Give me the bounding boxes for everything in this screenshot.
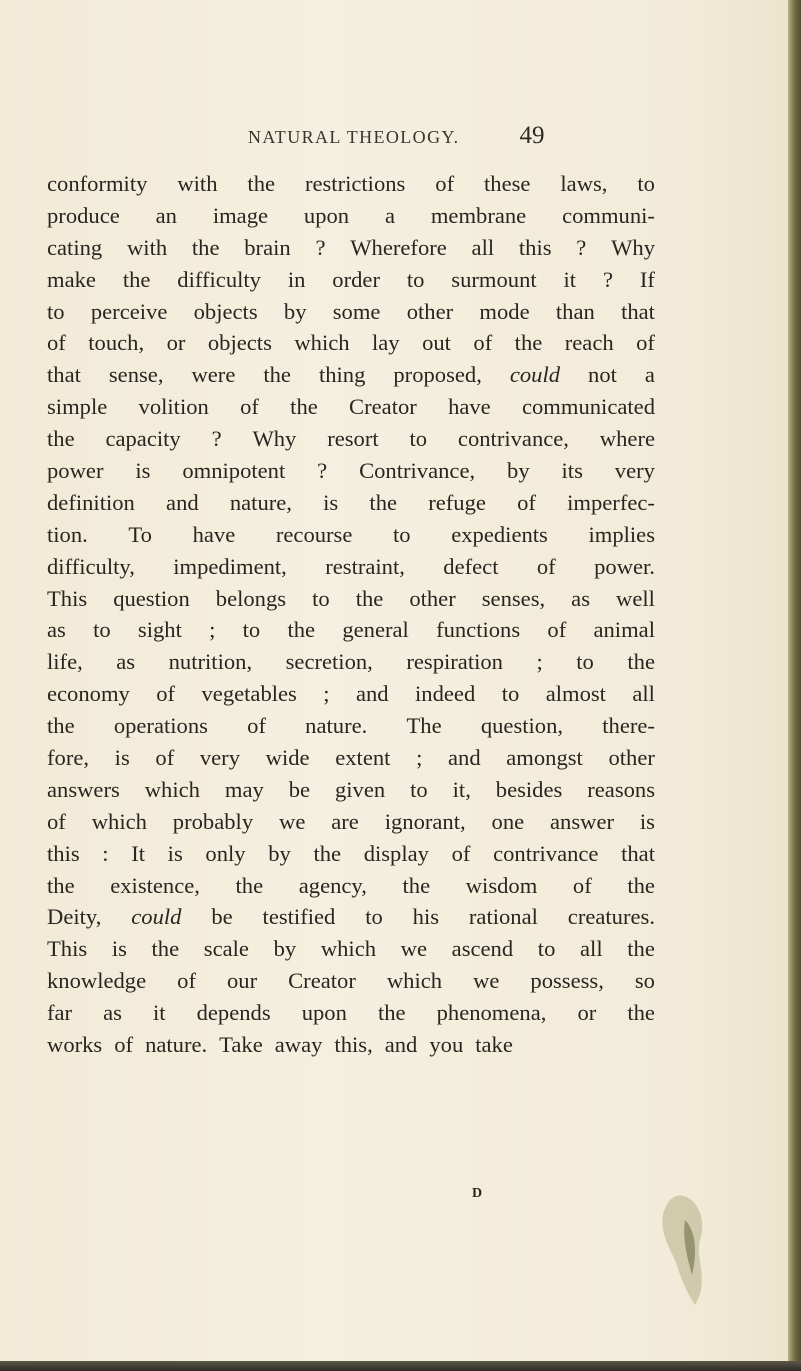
word: of <box>47 808 66 834</box>
text-line <box>47 901 655 933</box>
word: communicated <box>521 394 655 420</box>
word: is <box>323 489 339 515</box>
word: very <box>614 458 655 484</box>
word: is <box>135 458 151 484</box>
word: extent <box>335 745 391 771</box>
word: wisdom <box>465 872 538 898</box>
word: as <box>47 617 66 643</box>
word: it, <box>452 776 471 802</box>
word: given <box>334 776 386 802</box>
word: and <box>384 1032 418 1058</box>
word: ascend <box>451 936 514 962</box>
word: as <box>571 585 590 611</box>
word: recourse <box>275 521 353 547</box>
text-line <box>47 232 655 264</box>
page-number: 49 <box>519 122 545 149</box>
text-line <box>47 997 655 1029</box>
word: tion. <box>47 521 88 547</box>
word: perceive <box>90 298 168 324</box>
word: it <box>153 1000 166 1026</box>
word: by <box>268 840 291 866</box>
word: existence, <box>110 872 200 898</box>
word: power <box>47 458 104 484</box>
word: by <box>283 298 307 324</box>
text-line <box>47 264 655 296</box>
word: it <box>563 266 577 292</box>
word: may <box>224 776 264 802</box>
word: sight <box>137 617 182 643</box>
word: away <box>274 1032 323 1058</box>
word: this <box>518 234 552 260</box>
word: could <box>509 362 561 388</box>
word: answer <box>550 808 615 834</box>
word: fore, <box>47 745 90 771</box>
word: the <box>235 872 264 898</box>
word: Wherefore <box>350 234 447 260</box>
word: and <box>166 489 199 515</box>
word: secretion, <box>285 649 373 675</box>
word: produce <box>47 202 120 228</box>
word: Take <box>219 1032 263 1058</box>
word: a <box>384 202 395 228</box>
word: volition <box>138 394 209 420</box>
text-line <box>47 551 655 583</box>
word: have <box>192 521 236 547</box>
word: amongst <box>506 745 583 771</box>
word: functions <box>436 617 521 643</box>
word: which <box>144 776 200 802</box>
running-head <box>248 122 648 158</box>
word: definition <box>47 489 135 515</box>
text-line <box>47 168 655 200</box>
word: than <box>555 298 595 324</box>
word: animal <box>593 617 655 643</box>
word: simple <box>47 394 108 420</box>
word: ; <box>416 745 423 771</box>
word: wide <box>265 745 310 771</box>
word: the <box>627 649 655 675</box>
word: nature, <box>229 489 292 515</box>
word: we <box>473 968 500 994</box>
word: This <box>47 936 88 962</box>
running-head-title: NATURAL THEOLOGY. <box>248 127 460 147</box>
word: to <box>410 776 428 802</box>
word: take <box>475 1032 513 1058</box>
text-line <box>47 614 655 646</box>
word: an <box>155 202 177 228</box>
word: ; <box>323 681 330 707</box>
word: respiration <box>406 649 503 675</box>
word: which <box>386 968 443 994</box>
word: To <box>128 521 152 547</box>
word: the <box>514 330 543 356</box>
word: life, <box>47 649 83 675</box>
word: probably <box>172 808 254 834</box>
word: nature. <box>145 1032 208 1058</box>
word: agency, <box>298 872 367 898</box>
word: all <box>632 681 655 707</box>
word: as <box>116 649 136 675</box>
word: we <box>400 936 428 962</box>
word: depends <box>196 1000 271 1026</box>
word: the <box>402 872 431 898</box>
word: the <box>369 489 398 515</box>
word: out <box>422 330 451 356</box>
word: of <box>155 745 175 771</box>
word: vegetables <box>201 681 297 707</box>
word: objects <box>193 298 258 324</box>
word: all <box>580 936 603 962</box>
word: laws, <box>560 171 608 196</box>
word: other <box>406 298 454 324</box>
word: ? <box>317 458 328 484</box>
text-line <box>47 933 655 965</box>
word: reasons <box>587 776 655 802</box>
word: is <box>111 936 127 962</box>
word: to <box>576 649 594 675</box>
word: the <box>47 713 75 739</box>
word: that <box>621 840 655 866</box>
word: touch, <box>88 330 145 356</box>
word: to <box>365 904 383 930</box>
word: Why <box>611 234 655 260</box>
word: which <box>294 330 350 356</box>
word: ignorant, <box>384 808 466 834</box>
word: make <box>47 266 96 292</box>
word: our <box>226 968 258 994</box>
word: the <box>287 617 316 643</box>
word: scale <box>203 936 249 962</box>
word: brain <box>244 234 291 260</box>
text-line <box>47 678 655 710</box>
word: This <box>47 585 88 611</box>
text-line <box>47 423 655 455</box>
word: thing <box>318 362 366 388</box>
word: nature. <box>305 713 368 739</box>
body-text <box>47 168 655 1061</box>
word: the <box>290 394 318 420</box>
word: of <box>156 681 176 707</box>
word: well <box>616 585 655 611</box>
word: phenomena, <box>436 1000 547 1026</box>
word: were <box>191 362 236 388</box>
word: : <box>102 840 109 866</box>
word: communi- <box>562 202 655 228</box>
word: impediment, <box>173 553 287 579</box>
word: difficulty, <box>47 553 135 579</box>
word: testified <box>262 904 336 930</box>
word: the <box>47 426 75 452</box>
word: be <box>288 776 311 802</box>
word: its <box>561 458 583 484</box>
word: have <box>448 394 491 420</box>
word: contrivance, <box>457 426 569 452</box>
word: the <box>47 872 75 898</box>
word: by <box>507 458 530 484</box>
word: which <box>320 936 377 962</box>
word: to <box>393 521 411 547</box>
word: surmount <box>451 266 537 292</box>
word: of <box>114 1032 134 1058</box>
word: order <box>332 266 380 292</box>
word: to <box>242 617 261 643</box>
word: or <box>166 330 186 356</box>
text-line <box>47 646 655 678</box>
word: proposed, <box>393 362 482 388</box>
word: of <box>177 968 196 994</box>
text-line <box>47 487 655 519</box>
word: difficulty <box>177 266 261 292</box>
word: of <box>636 330 655 356</box>
word: question <box>113 585 190 611</box>
word: upon <box>301 1000 347 1026</box>
word: the <box>151 936 180 962</box>
text-line <box>47 1029 655 1061</box>
page-binding-edge <box>788 0 801 1371</box>
word: conformity <box>47 171 148 196</box>
word: general <box>342 617 409 643</box>
word: be <box>211 904 233 930</box>
word: by <box>273 936 297 962</box>
word: to <box>312 585 330 611</box>
word: question, <box>480 713 564 739</box>
word: of <box>536 553 556 579</box>
word: ? <box>576 234 587 260</box>
text-line <box>47 200 655 232</box>
word: image <box>212 202 269 228</box>
word: to <box>406 266 425 292</box>
word: the <box>263 362 291 388</box>
word: these <box>484 171 531 196</box>
word: of <box>47 330 66 356</box>
word: of <box>547 617 567 643</box>
word: ? <box>602 266 613 292</box>
word: other <box>608 745 655 771</box>
word: senses, <box>481 585 546 611</box>
page-bottom-edge <box>0 1361 801 1371</box>
word: the <box>122 266 151 292</box>
word: or <box>577 1000 597 1026</box>
word: is <box>639 808 655 834</box>
word: implies <box>588 521 655 547</box>
text-line <box>47 870 655 902</box>
word: all <box>471 234 495 260</box>
word: very <box>199 745 241 771</box>
word: cating <box>47 234 103 260</box>
word: belongs <box>215 585 287 611</box>
text-line <box>47 838 655 870</box>
text-line <box>47 742 655 774</box>
word: display <box>363 840 429 866</box>
word: ; <box>536 649 543 675</box>
word: which <box>91 808 147 834</box>
word: imperfec- <box>567 489 655 515</box>
word: are <box>331 808 359 834</box>
word: economy <box>47 681 130 707</box>
word: to <box>501 681 520 707</box>
text-line <box>47 296 655 328</box>
text-line <box>47 359 655 391</box>
word: of <box>435 171 455 196</box>
word: where <box>599 426 655 452</box>
word: besides <box>495 776 563 802</box>
word: could <box>131 904 182 930</box>
word: The <box>406 713 442 739</box>
text-line <box>47 806 655 838</box>
word: of <box>240 394 259 420</box>
word: It <box>131 840 146 866</box>
word: to <box>637 171 655 196</box>
word: nutrition, <box>168 649 253 675</box>
word: of <box>451 840 471 866</box>
word: to <box>47 298 65 324</box>
word: works <box>47 1032 103 1058</box>
word: other <box>409 585 456 611</box>
word: possess, <box>530 968 604 994</box>
text-line <box>47 391 655 423</box>
word: upon <box>303 202 350 228</box>
word: rational <box>468 904 538 930</box>
word: almost <box>545 681 606 707</box>
word: expedients <box>451 521 548 547</box>
word: far <box>47 1000 73 1026</box>
text-line <box>47 455 655 487</box>
page-stain-mark <box>640 1180 720 1310</box>
word: answers <box>47 776 120 802</box>
word: defect <box>443 553 499 579</box>
word: of <box>572 872 592 898</box>
word: power. <box>594 553 655 579</box>
word: the <box>627 1000 655 1026</box>
word: capacity <box>105 426 181 452</box>
word: to <box>409 426 428 452</box>
word: as <box>103 1000 122 1026</box>
word: creatures. <box>567 904 655 930</box>
word: that <box>47 362 81 388</box>
word: of <box>517 489 536 515</box>
word: and <box>355 681 389 707</box>
word: that <box>621 298 655 324</box>
word: the <box>355 585 384 611</box>
word: and <box>448 745 481 771</box>
word: omnipotent <box>182 458 286 484</box>
word: resort <box>327 426 379 452</box>
word: to <box>537 936 556 962</box>
word: the <box>247 171 276 196</box>
word: of <box>473 330 493 356</box>
word: membrane <box>430 202 527 228</box>
word: we <box>279 808 306 834</box>
word: If <box>639 266 655 292</box>
word: not <box>588 362 617 388</box>
word: with <box>177 171 218 196</box>
word: restrictions <box>304 171 406 196</box>
text-line <box>47 965 655 997</box>
signature-mark: D <box>472 1186 483 1201</box>
word: objects <box>207 330 272 356</box>
text-line <box>47 710 655 742</box>
word: you <box>429 1032 464 1058</box>
word: so <box>634 968 655 994</box>
word: ; <box>209 617 216 643</box>
text-line <box>47 327 655 359</box>
word: this, <box>334 1032 373 1058</box>
word: mode <box>479 298 530 324</box>
word: is <box>167 840 183 866</box>
word: Creator <box>349 394 417 420</box>
word: ? <box>211 426 222 452</box>
word: his <box>412 904 440 930</box>
word: indeed <box>415 681 476 707</box>
word: Contrivance, <box>359 458 476 484</box>
word: only <box>205 840 246 866</box>
text-line <box>47 583 655 615</box>
text-line <box>47 774 655 806</box>
word: the <box>377 1000 406 1026</box>
word: is <box>114 745 130 771</box>
word: Why <box>252 426 297 452</box>
word: refuge <box>428 489 486 515</box>
word: contrivance <box>493 840 599 866</box>
word: Deity, <box>47 904 102 930</box>
word: the <box>191 234 220 260</box>
word: sense, <box>108 362 164 388</box>
word: a <box>644 362 655 388</box>
word: the <box>627 872 655 898</box>
word: with <box>126 234 168 260</box>
word: of <box>247 713 266 739</box>
word: operations <box>113 713 208 739</box>
word: there- <box>602 713 655 739</box>
word: reach <box>564 330 614 356</box>
word: lay <box>372 330 400 356</box>
text-line <box>47 519 655 551</box>
word: knowledge <box>47 968 147 994</box>
word: the <box>627 936 655 962</box>
word: in <box>287 266 306 292</box>
word: Creator <box>288 968 356 994</box>
word: some <box>332 298 381 324</box>
word: ? <box>315 234 326 260</box>
word: this <box>47 840 80 866</box>
word: to <box>93 617 111 643</box>
word: restraint, <box>325 553 405 579</box>
word: the <box>313 840 342 866</box>
word: one <box>491 808 525 834</box>
